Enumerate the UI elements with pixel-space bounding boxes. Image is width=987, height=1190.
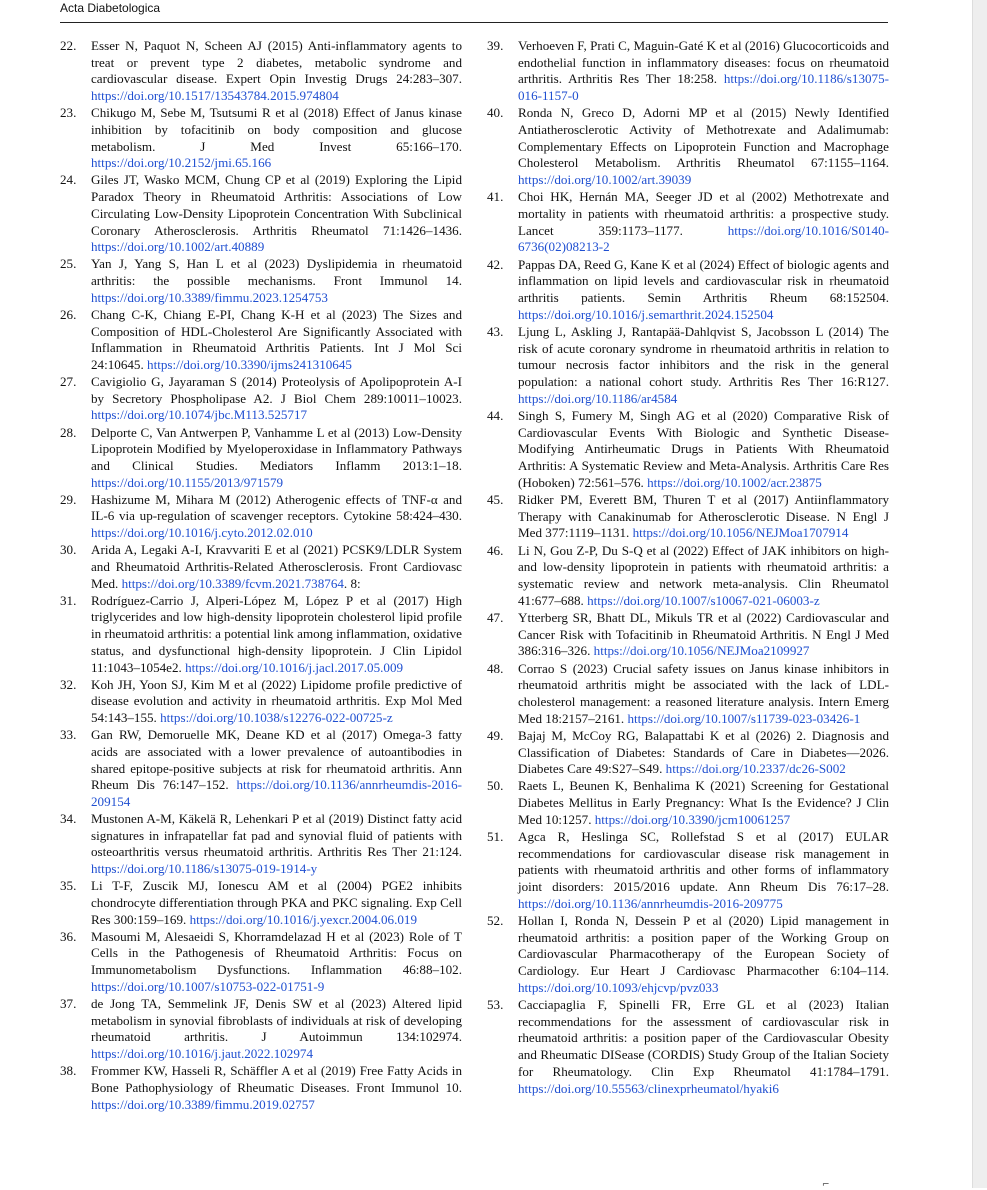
- reference-item: [60, 593, 462, 677]
- reference-number: 46.: [487, 542, 504, 558]
- reference-number: 50.: [487, 778, 504, 794]
- reference-text: Yan J, Yang S, Han L et al (2023) Dyslipidemia in rheumatoid arthritis: the possible mechanisms. Front Immunol 14.: [91, 256, 462, 289]
- reference-item: [60, 542, 462, 592]
- reference-text: Li N, Gou Z-P, Du S-Q et al (2022) Effect of JAK inhibitors on high- and low-density lipoprotein in patients with rheumatoid arthritis: a systematic review and network meta-analysis. Clin Rheumatol 41:677–688.: [518, 542, 889, 608]
- doi-link[interactable]: https://doi.org/10.3390/ijms241310645: [147, 356, 352, 372]
- reference-item: [487, 829, 889, 913]
- doi-link[interactable]: https://doi.org/10.1016/S0140-6736(02)08213-2: [518, 222, 889, 255]
- reference-text: Hashizume M, Mihara M (2012) Atherogenic effects of TNF-α and IL-6 via up-regulation of scavenger receptors. Cytokine 58:424–430.: [91, 491, 462, 524]
- reference-text: Arida A, Legaki A-I, Kravvariti E et al (2021) PCSK9/LDLR System and Rheumatoid Arthritis-Related Atherosclerosis. Front Cardiovasc Med.: [91, 542, 462, 591]
- reference-number: 49.: [487, 727, 504, 743]
- reference-item: [60, 929, 462, 996]
- reference-item: [60, 996, 462, 1063]
- reference-text: Ljung L, Askling J, Rantapää-Dahlqvist S, Jacobsson L (2014) The risk of acute coronary syndrome in rheumatoid arthritis in relation to tumour necrosis factor inhibitors and the risk in the general population: a national cohort study. Arthritis Res Ther 16:R127.: [518, 323, 889, 390]
- reference-number: 52.: [487, 913, 504, 929]
- reference-number: 28.: [60, 424, 77, 440]
- doi-link[interactable]: https://doi.org/10.1016/j.jaut.2022.102974: [91, 1046, 313, 1062]
- doi-link[interactable]: https://doi.org/10.1074/jbc.M113.525717: [91, 407, 308, 423]
- reference-number: 27.: [60, 374, 77, 390]
- vertical-scrollbar[interactable]: [972, 0, 987, 1188]
- reference-number: 47.: [487, 609, 504, 625]
- reference-text: Chang C-K, Chiang E-PI, Chang K-H et al (2023) The Sizes and Composition of HDL-Cholesterol Are Significantly Associated with Inflammation in Rheumatoid Arthritis Patients. Int J Mol Sci 24:10645.: [91, 306, 462, 372]
- reference-text: Verhoeven F, Prati C, Maguin-Gaté K et al (2016) Glucocorticoids and endothelial function in inflammatory diseases: focus on rheumatoid arthritis. Arthritis Res Ther 18:258.: [518, 38, 889, 87]
- reference-suffix: . 8:: [343, 575, 361, 591]
- reference-text: Hollan I, Ronda N, Dessein P et al (2020) Lipid management in rheumatoid arthritis: a position paper of the Working Group on Cardiovascular Pharmacotherapy of the European Society of Cardiology. Eur Heart J Cardiovasc Pharmacother 6:104–114.: [518, 913, 889, 979]
- reference-item: [60, 727, 462, 811]
- reference-text: Li T-F, Zuscik MJ, Ionescu AM et al (2004) PGE2 inhibits chondrocyte differentiation through PKA and PKC signaling. Exp Cell Res 300:159–169.: [91, 878, 462, 927]
- doi-link[interactable]: https://doi.org/10.1007/s10753-022-01751-9: [91, 978, 325, 994]
- reference-text: Singh S, Fumery M, Singh AG et al (2020) Comparative Risk of Cardiovascular Events With Biologic and Synthetic Disease-Modifying Antirheumatic Drugs in Patients With Rheumatoid Arthritis: A Systematic Review and Meta-Analysis. Arthritis Care Res (Hoboken) 72:561–576.: [518, 407, 889, 490]
- reference-text: Corrao S (2023) Crucial safety issues on Janus kinase inhibitors in rheumatoid arthritis might be associated with the lack of LDL-cholesterol management: a reasoned literature analysis. Intern Emerg Med 18:2157–2161.: [518, 660, 889, 726]
- reference-column-right: [487, 38, 889, 1098]
- reference-item: [60, 374, 462, 424]
- reference-number: 38.: [60, 1063, 77, 1079]
- reference-number: 29.: [60, 491, 77, 507]
- reference-number: 35.: [60, 878, 77, 894]
- reference-text: Ytterberg SR, Bhatt DL, Mikuls TR et al (2022) Cardiovascular and Cancer Risk with Tofacitinib in Rheumatoid Arthritis. N Engl J Med 386:316–326.: [518, 609, 889, 659]
- reference-number: 44.: [487, 407, 504, 423]
- doi-link[interactable]: https://doi.org/10.1186/ar4584: [518, 390, 678, 406]
- reference-number: 30.: [60, 542, 77, 558]
- doi-link[interactable]: https://doi.org/10.1056/NEJMoa2109927: [593, 643, 810, 659]
- reference-text: Agca R, Heslinga SC, Rollefstad S et al (2017) EULAR recommendations for cardiovascular disease risk management in patients with rheumatoid arthritis and other forms of inflammatory joint disorders: 2015/2016 update. Ann Rheum Dis 76:17–28.: [518, 829, 889, 895]
- reference-item: [487, 997, 889, 1097]
- doi-link[interactable]: https://doi.org/10.2337/dc26-S002: [665, 761, 846, 777]
- reference-number: 26.: [60, 306, 77, 322]
- doi-link[interactable]: https://doi.org/10.1186/s13075-016-1157-0: [518, 71, 889, 104]
- reference-number: 39.: [487, 38, 504, 53]
- doi-link[interactable]: https://doi.org/10.1136/annrheumdis-2016-209154: [91, 777, 462, 809]
- reference-text: Cacciapaglia F, Spinelli FR, Erre GL et al (2023) Italian recommendations for the assessment of cardiovascular risk in rheumatoid arthritis: a position paper of the Cardiovascular Obesity and Rheumatic DISease (CORDIS) Study Group of the Italian Society for Rheumatology. Clin Exp Rheumatol 41:1784–1791.: [518, 997, 889, 1079]
- reference-text: Koh JH, Yoon SJ, Kim M et al (2022) Lipidome profile predictive of disease evolution and activity in rheumatoid arthritis. Exp Mol Med 54:143–155.: [91, 676, 462, 726]
- reference-number: 42.: [487, 256, 504, 272]
- doi-link[interactable]: https://doi.org/10.1016/j.semarthrit.2024.152504: [518, 306, 774, 322]
- reference-text: Gan RW, Demoruelle MK, Deane KD et al (2017) Omega-3 fatty acids are associated with a lower prevalence of autoantibodies in shared epitope-positive subjects at risk for rheumatoid arthritis. Ann Rheum Dis 76:147–152.: [91, 727, 462, 793]
- reference-text: Masoumi M, Alesaeidi S, Khorramdelazad H et al (2023) Role of T Cells in the Pathogenesis of Rheumatoid Arthritis: Focus on Immunometabolism Dysfunctions. Inflammation 46:88–102.: [91, 928, 462, 978]
- reference-number: 37.: [60, 995, 77, 1011]
- doi-link[interactable]: https://doi.org/10.1155/2013/971579: [91, 474, 284, 490]
- doi-link[interactable]: https://doi.org/10.3389/fimmu.2023.1254753: [91, 289, 328, 305]
- doi-link[interactable]: https://doi.org/10.1093/ehjcvp/pvz033: [518, 979, 719, 995]
- reference-number: 32.: [60, 676, 77, 692]
- reference-text: Bajaj M, McCoy RG, Balapattabi K et al (2026) 2. Diagnosis and Classification of Diabetes: Standards of Care in Diabetes—2026. Diabetes Care 49:S27–S49.: [518, 727, 889, 777]
- reference-text: Giles JT, Wasko MCM, Chung CP et al (2019) Exploring the Lipid Paradox Theory in Rheumatoid Arthritis: Associations of Low Circulating Low-Density Lipoprotein Concentration With Subclinical Coronary Atherosclerosis. Arthritis Rheumatol 71:1426–1436.: [91, 172, 462, 238]
- reference-number: 48.: [487, 660, 504, 676]
- reference-number: 23.: [60, 105, 77, 121]
- reference-text: Frommer KW, Hasseli R, Schäffler A et al (2019) Free Fatty Acids in Bone Pathophysiology of Rheumatic Diseases. Front Immunol 10.: [91, 1063, 462, 1095]
- reference-column-left: [60, 38, 462, 1114]
- reference-item: [487, 189, 889, 256]
- reference-item: [487, 913, 889, 997]
- reference-number: 33.: [60, 727, 77, 743]
- reference-number: 53.: [487, 997, 504, 1013]
- reference-number: 40.: [487, 105, 504, 121]
- reference-text: Ronda N, Greco D, Adorni MP et al (2015) Newly Identified Antiatherosclerotic Activity of Methotrexate and Adalimumab: Complementary Effects on Lipoprotein Function and Macrophage Cholesterol Metabolism. Arthritis Rheumatol 67:1155–1164.: [518, 105, 889, 171]
- reference-text: Raets L, Beunen K, Benhalima K (2021) Screening for Gestational Diabetes Mellitus in Early Pregnancy: What Is the Evidence? J Clin Med 10:1257.: [518, 778, 889, 827]
- reference-item: [60, 172, 462, 256]
- doi-link[interactable]: https://doi.org/10.1016/j.yexcr.2004.06.019: [189, 911, 418, 927]
- reference-text: de Jong TA, Semmelink JF, Denis SW et al (2023) Altered lipid metabolism in synovial fibroblasts of individuals at risk of developing rheumatoid arthritis. J Autoimmun 134:102974.: [91, 995, 462, 1045]
- reference-number: 22.: [60, 38, 77, 53]
- reference-item: [487, 105, 889, 189]
- reference-item: [487, 38, 889, 105]
- doi-link[interactable]: https://doi.org/10.1136/annrheumdis-2016-209775: [518, 895, 783, 911]
- doi-link[interactable]: https://doi.org/10.1016/j.cyto.2012.02.010: [91, 525, 313, 541]
- reference-item: [60, 425, 462, 492]
- reference-item: [487, 661, 889, 728]
- reference-text: Ridker PM, Everett BM, Thuren T et al (2017) Antiinflammatory Therapy with Canakinumab for Atherosclerotic Disease. N Engl J Med 377:1119–1131.: [518, 491, 889, 541]
- doi-link[interactable]: https://doi.org/10.1517/13543784.2015.974804: [91, 88, 339, 104]
- doi-link[interactable]: https://doi.org/10.1056/NEJMoa1707914: [632, 525, 849, 541]
- reference-item: [487, 492, 889, 542]
- reference-item: [487, 257, 889, 324]
- reference-number: 25.: [60, 256, 77, 272]
- doi-link[interactable]: https://doi.org/10.1002/acr.23875: [647, 474, 822, 490]
- reference-number: 36.: [60, 928, 77, 944]
- reference-number: 34.: [60, 811, 77, 827]
- reference-item: [60, 1063, 462, 1113]
- doi-link[interactable]: https://doi.org/10.2152/jmi.65.166: [91, 155, 272, 171]
- reference-text: Cavigiolio G, Jayaraman S (2014) Proteolysis of Apolipoprotein A-I by Secretory Phospholipase A2. J Biol Chem 289:10011–10023.: [91, 374, 462, 406]
- page-corner-mark: ⌐: [822, 1180, 830, 1190]
- reference-text: Delporte C, Van Antwerpen P, Vanhamme L et al (2013) Low-Density Lipoprotein Modified by Myeloperoxidase in Inflammatory Pathways and Clinical Studies. Mediators Inflamm 2013:1–18.: [91, 424, 462, 473]
- reference-item: [60, 256, 462, 306]
- reference-item: [60, 811, 462, 878]
- reference-item: [60, 492, 462, 542]
- reference-number: 41.: [487, 189, 504, 205]
- reference-item: [487, 543, 889, 610]
- reference-number: 51.: [487, 829, 504, 845]
- journal-title: Acta Diabetologica: [60, 1, 161, 15]
- reference-number: 31.: [60, 592, 77, 608]
- reference-item: [487, 408, 889, 492]
- doi-link[interactable]: https://doi.org/10.1016/j.jacl.2017.05.009: [185, 659, 404, 675]
- reference-item: [60, 38, 462, 105]
- reference-item: [60, 105, 462, 172]
- reference-text: Choi HK, Hernán MA, Seeger JD et al (2002) Methotrexate and mortality in patients with rheumatoid arthritis: a prospective study. Lancet 359:1173–1177.: [518, 189, 889, 238]
- reference-item: [60, 307, 462, 374]
- doi-link[interactable]: https://doi.org/10.1186/s13075-019-1914-y: [91, 861, 318, 877]
- reference-number: 45.: [487, 491, 504, 507]
- doi-link[interactable]: https://doi.org/10.3390/jcm10061257: [594, 811, 791, 827]
- reference-text: Chikugo M, Sebe M, Tsutsumi R et al (2018) Effect of Janus kinase inhibition by tofacitinib on body composition and glucose metabolism. J Med Invest 65:166–170.: [91, 105, 462, 154]
- doi-link[interactable]: https://doi.org/10.1007/s10067-021-06003-z: [587, 592, 820, 608]
- reference-number: 43.: [487, 323, 504, 339]
- doi-link[interactable]: https://doi.org/10.3389/fcvm.2021.738764: [121, 575, 344, 591]
- doi-link[interactable]: https://doi.org/10.1002/art.40889: [91, 239, 265, 255]
- reference-text: Rodríguez-Carrio J, Alperi-López M, López P et al (2017) High triglycerides and low high-density lipoprotein cholesterol lipid profile in rheumatoid arthritis: a potential link among inflammation, oxidative status, and dysfunctional high-density lipoprotein. J Clin Lipidol 11:1043–1054e2.: [91, 592, 462, 675]
- reference-number: 24.: [60, 172, 77, 188]
- reference-text: Mustonen A-M, Käkelä R, Lehenkari P et al (2019) Distinct fatty acid signatures in infrapatellar fat pad and synovial fluid of patients with osteoarthritis versus rheumatoid arthritis. Arthritis Res Ther 21:124.: [91, 811, 462, 860]
- doi-link[interactable]: https://doi.org/10.55563/clinexprheumatol/hyaki6: [518, 1080, 779, 1096]
- doi-link[interactable]: https://doi.org/10.1007/s11739-023-03426-1: [627, 710, 861, 726]
- reference-item: [60, 878, 462, 928]
- doi-link[interactable]: https://doi.org/10.1002/art.39039: [518, 172, 692, 188]
- reference-text: Esser N, Paquot N, Scheen AJ (2015) Anti-inflammatory agents to treat or prevent type 2 diabetes, metabolic syndrome and cardiovascular disease. Expert Opin Investig Drugs 24:283–307.: [91, 38, 462, 87]
- reference-item: [487, 778, 889, 828]
- reference-text: Pappas DA, Reed G, Kane K et al (2024) Effect of biologic agents and inflammation on lipid levels and cardiovascular risk in rheumatoid arthritis patients. Semin Arthritis Rheum 68:152504.: [518, 256, 889, 306]
- reference-item: [487, 324, 889, 408]
- doi-link[interactable]: https://doi.org/10.1038/s12276-022-00725-z: [160, 710, 393, 726]
- running-header: [60, 0, 888, 23]
- reference-item: [60, 677, 462, 727]
- reference-item: [487, 728, 889, 778]
- reference-item: [487, 610, 889, 660]
- doi-link[interactable]: https://doi.org/10.3389/fimmu.2019.02757: [91, 1096, 315, 1112]
